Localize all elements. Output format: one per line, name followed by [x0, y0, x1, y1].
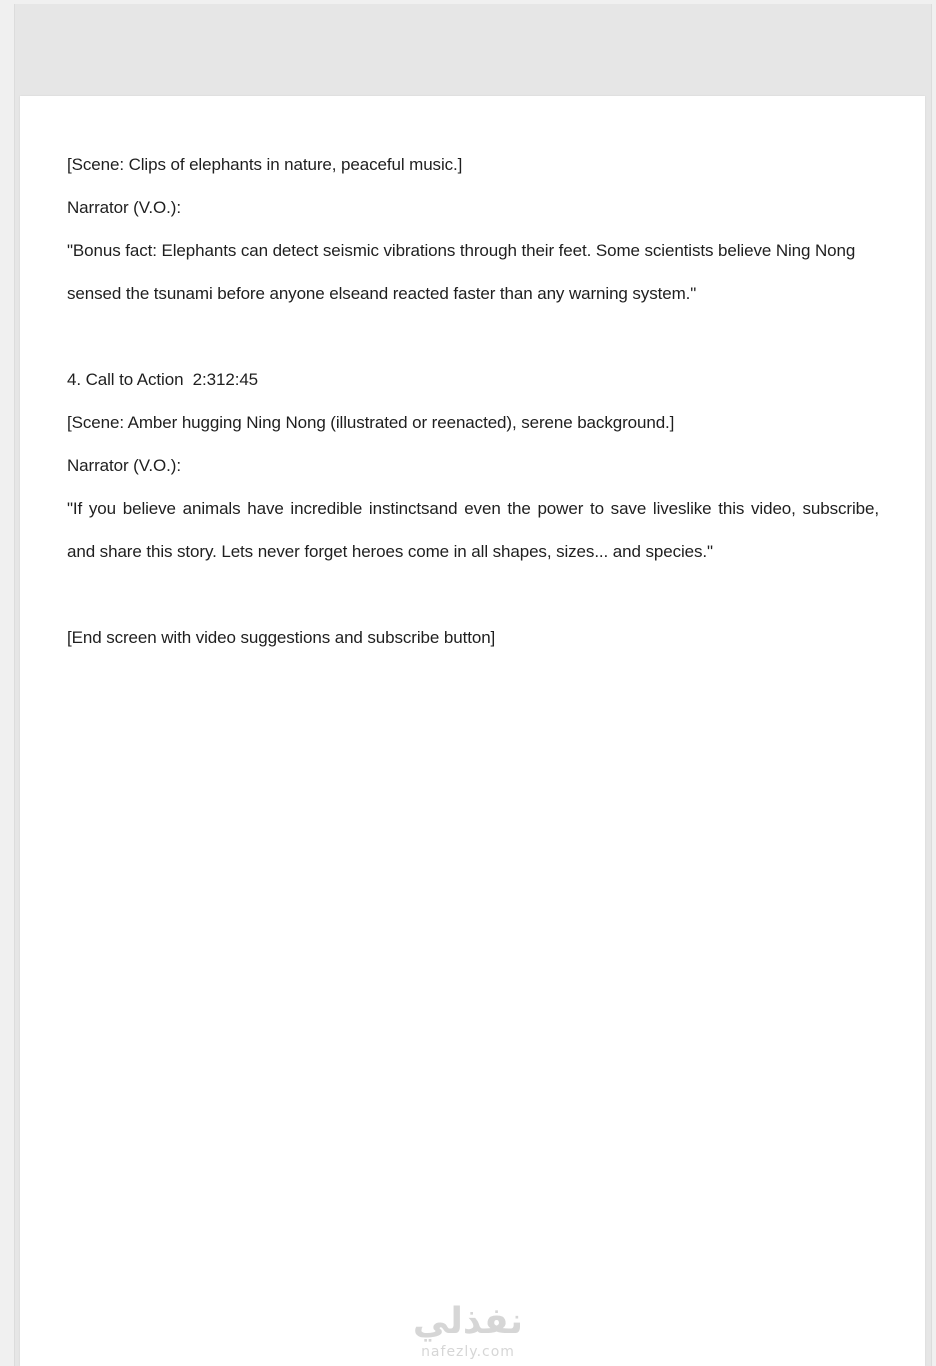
watermark-logo: نفذلي — [412, 1301, 524, 1342]
narrator-label: Narrator (V.O.): — [67, 198, 181, 217]
document-body — [67, 143, 879, 659]
spacer — [67, 315, 879, 358]
scene-direction: [Scene: Clips of elephants in nature, peaceful music.] — [67, 155, 463, 174]
narrator-label: Narrator (V.O.): — [67, 456, 181, 475]
document-page — [20, 96, 925, 1366]
spacer — [67, 573, 879, 616]
scene-direction: [Scene: Amber hugging Ning Nong (illustrated or reenacted), serene background.] — [67, 413, 675, 432]
end-screen-note: [End screen with video suggestions and subscribe button] — [67, 628, 496, 647]
watermark-url: nafezly.com — [421, 1344, 515, 1360]
narrator-quote: "Bonus fact: Elephants can detect seismic vibrations through their feet. Some scientists believe Ning Nong sensed the tsunami before anyone elseand reacted faster than any warning system." — [67, 241, 856, 303]
narrator-quote: "If you believe animals have incredible instinctsand even the power to save liveslike this video, subscribe, and share this story. Lets never forget heroes come in all shapes, sizes... and species." — [67, 499, 879, 561]
section-heading: 4. Call to Action 2:312:45 — [67, 370, 259, 389]
